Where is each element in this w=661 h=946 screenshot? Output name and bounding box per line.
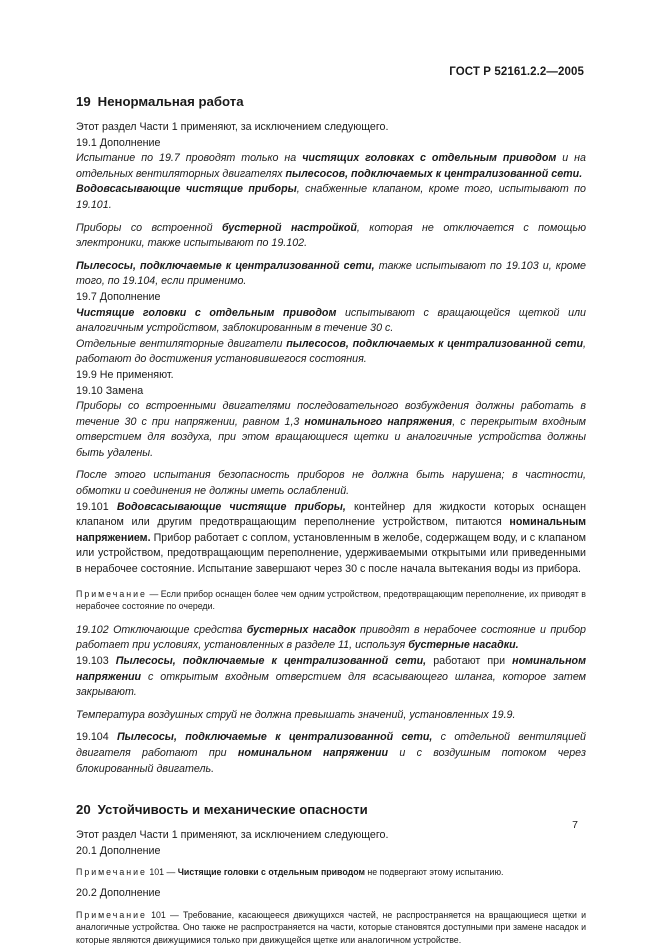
- paragraph: Испытание по 19.7 проводят только на чистящих головках с отдельным приводом и на отдельных вентиляторных двигателях пылесосов, подключаемых к централизованной сети.: [76, 152, 586, 180]
- clause-19-7: 19.7 Дополнение: [76, 290, 161, 303]
- document-code: ГОСТ Р 52161.2.2—2005: [449, 66, 584, 78]
- note: Примечание — Если прибор оснащен более чем одним устройством, предотвращающим переполнение, их приводят в нерабочее состояние по очереди.: [76, 588, 586, 612]
- note: Примечание 101 — Чистящие головки с отдельным приводом не подвергают этому испытанию.: [76, 867, 504, 878]
- clause-19-104: 19.104 Пылесосы, подключаемые к централизованной сети, с отдельной вентиляцией двигателя работают при номинальном напряжении и с воздушным потоком через блокированный двигатель.: [76, 731, 586, 775]
- clause-20-2: 20.2 Дополнение: [76, 886, 161, 899]
- page-number: 7: [572, 819, 578, 831]
- clause-19-102: 19.102 Отключающие средства бустерных насадок приводят в нерабочее состояние и прибор работает при условиях, установленных в разделе 11, используя бустерные насадки.: [76, 623, 586, 652]
- paragraph: Температура воздушных струй не должна превышать значений, установленных 19.9.: [76, 708, 516, 721]
- clause-19-101: 19.101 Водовсасывающие чистящие приборы, контейнер для жидкости которых оснащен клапаном или другим предотвращающим переполнение устройством, питаются номинальным напряжением. Прибор работает с соплом, установленным в желобе, содержащем воду, и с клапаном или устройством, предотвращающим переполнение, удерживаемыми открытыми или приведенными в нерабочее состояние. Испытание завершают через 30 с после начала вытекания воды из прибора.: [76, 500, 586, 576]
- clause-20-1: 20.1 Дополнение: [76, 844, 161, 857]
- paragraph: Водовсасывающие чистящие приборы, снабженные клапаном, кроме того, испытывают по 19.101.: [76, 183, 586, 211]
- clause-19-1: 19.1 Дополнение: [76, 136, 161, 149]
- paragraph: Приборы со встроенными двигателями последовательного возбуждения должны работать в течение 30 с при напряжении, равном 1,3 номинального напряжения, с перекрытым входным отверстием для воздуха, при этом вращающиеся щетки и аналогичные устройства должны быть удалены.: [76, 400, 587, 459]
- paragraph: Чистящие головки с отдельным приводом испытывают с вращающейся щеткой или аналогичным устройством, заблокированным в течение 30 с.: [76, 306, 586, 335]
- section-19-intro: Этот раздел Части 1 применяют, за исключением следующего.: [76, 121, 389, 133]
- clause-19-9: 19.9 Не применяют.: [76, 368, 174, 381]
- paragraph: Приборы со встроенной бустерной настройкой, которая не отключается с помощью электроники, также испытывают по 19.102.: [76, 221, 586, 250]
- page-content: [76, 93, 586, 946]
- paragraph: Пылесосы, подключаемые к централизованной сети, также испытывают по 19.103 и, кроме того, по 19.104, если применимо.: [76, 259, 586, 288]
- clause-19-10: 19.10 Замена: [76, 384, 144, 397]
- section-19-heading: 19 Ненормальная работа: [76, 94, 244, 109]
- section-20-intro: Этот раздел Части 1 применяют, за исключением следующего.: [76, 829, 389, 842]
- paragraph: После этого испытания безопасность приборов не должна быть нарушена; в частности, обмотки и соединения не должны иметь ослаблений.: [76, 469, 586, 498]
- clause-19-103: 19.103 Пылесосы, подключаемые к централизованной сети, работают при номинальном напряжении с открытым входным отверстием для всасывающего шланга, которое затем закрывают.: [76, 655, 586, 699]
- paragraph: Отдельные вентиляторные двигатели пылесосов, подключаемых к централизованной сети, работают до достижения установившегося состояния.: [76, 337, 586, 366]
- section-20-heading: 20 Устойчивость и механические опасности: [76, 802, 368, 818]
- note: Примечание 101 — Требование, касающееся движущихся частей, не распространяется на вращающиеся щетки и аналогичные устройства. Оно также не распространяется на части, которые становятся доступными при замене насадок и которые являются движущимися только при движущейся щетке или аналогичном устройстве.: [76, 909, 586, 945]
